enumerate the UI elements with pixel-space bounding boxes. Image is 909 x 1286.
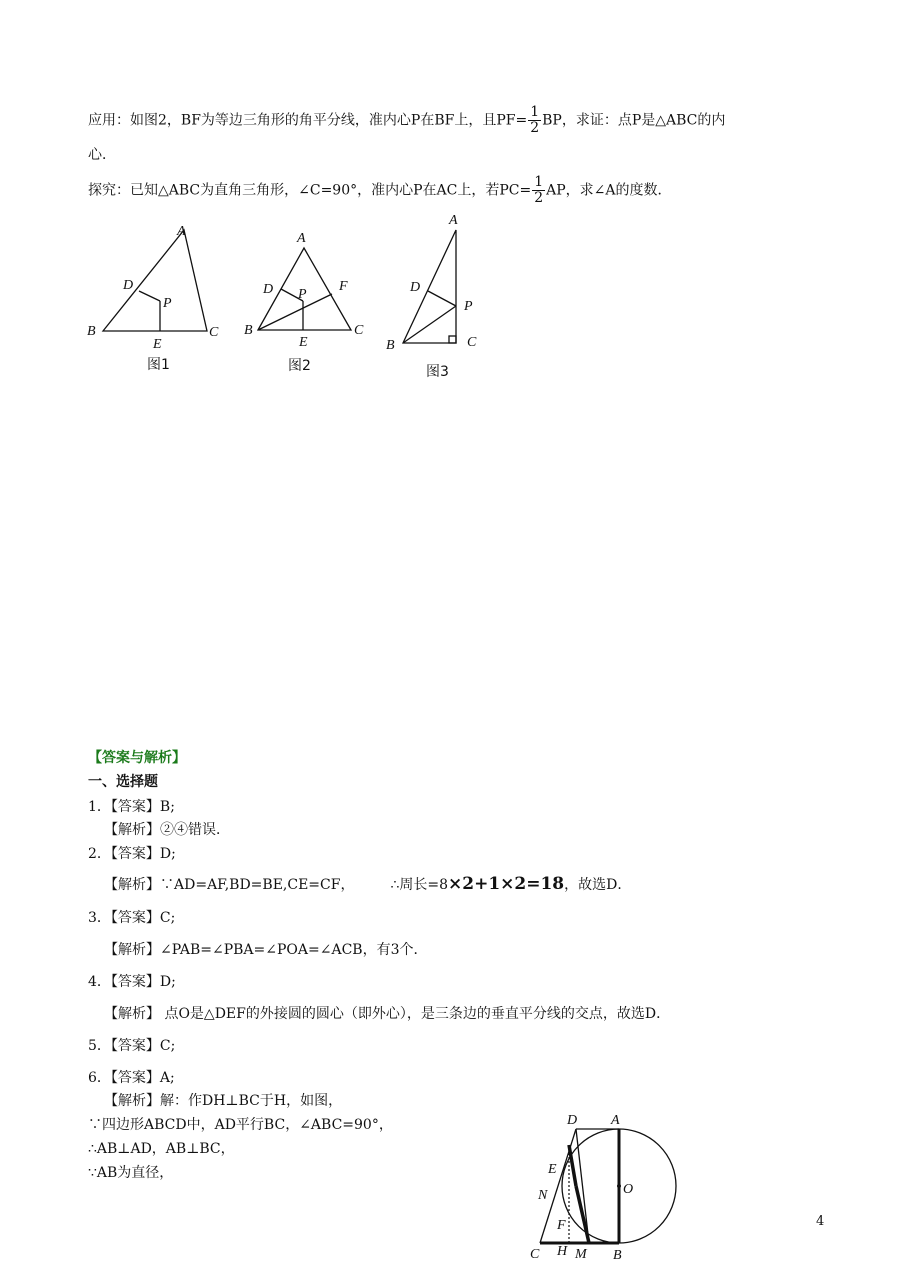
- fig6-label-b: B: [613, 1248, 622, 1263]
- fig1-label-d: D: [123, 278, 134, 293]
- fig2-label-e: E: [299, 335, 308, 350]
- center-point-o: [617, 1184, 621, 1188]
- fig1-label-p: P: [163, 296, 172, 311]
- fig1-label-c: C: [209, 325, 219, 340]
- figure-6: [520, 1102, 690, 1272]
- page-number: 4: [816, 1214, 825, 1229]
- fig6-label-e: E: [548, 1162, 557, 1177]
- answers-header: 【答案与解析】: [88, 750, 186, 766]
- fig1-caption: 图1: [147, 357, 170, 373]
- fig1-label-a: A: [177, 224, 186, 239]
- analysis-item-6-line-1: 【解析】解：作DH⊥BC于H，如图，: [104, 1093, 343, 1109]
- section-title: 一、选择题: [88, 774, 158, 790]
- exploration-suffix: AP，求∠A的度数．: [546, 182, 672, 199]
- fig2-label-d: D: [263, 282, 274, 297]
- answer-item-2: 2．【答案】D;: [88, 846, 176, 862]
- answer-item-6: 6．【答案】A;: [88, 1070, 175, 1086]
- application-prefix: 应用：如图2，BF为等边三角形的角平分线，准内心P在BF上，且PF=: [88, 112, 528, 129]
- fig2-caption: 图2: [288, 358, 311, 374]
- exploration-prefix: 探究：已知△ABC为直角三角形，∠C=90°，准内心P在AC上，若PC=: [88, 182, 532, 199]
- fig3-caption: 图3: [426, 364, 449, 380]
- figure-3: [380, 208, 490, 383]
- analysis-item-3: 【解析】∠PAB=∠PBA=∠POA=∠ACB，有3个．: [104, 942, 428, 958]
- analysis-item-6-line-2: ∵四边形ABCD中，AD平行BC，∠ABC=90°，: [88, 1117, 393, 1133]
- fig3-label-a: A: [449, 213, 458, 228]
- application-line: [88, 105, 725, 136]
- analysis-item-6-line-4: ∵AB为直径，: [88, 1165, 174, 1181]
- fig2-label-b: B: [244, 323, 253, 338]
- fig6-label-n: N: [538, 1188, 548, 1203]
- fig6-label-o: O: [623, 1182, 634, 1197]
- fig6-label-f: F: [557, 1218, 566, 1233]
- analysis-item-1: 【解析】②④错误．: [104, 822, 230, 838]
- fig3-label-c: C: [467, 335, 477, 350]
- fig6-label-a: A: [611, 1113, 620, 1128]
- answer-item-3: 3．【答案】C;: [88, 910, 176, 926]
- fig6-label-c: C: [530, 1247, 540, 1262]
- fig6-label-h: H: [557, 1244, 568, 1259]
- analysis-item-6-line-3: ∴AB⊥AD，AB⊥BC，: [88, 1141, 235, 1157]
- answer-item-1: 1．【答案】B;: [88, 799, 175, 815]
- fig1-label-b: B: [87, 324, 96, 339]
- fig3-label-b: B: [386, 338, 395, 353]
- answer-item-4: 4．【答案】D;: [88, 974, 176, 990]
- exploration-line: [88, 175, 672, 206]
- fig1-label-e: E: [153, 337, 162, 352]
- figure-1: [80, 215, 240, 385]
- fig2-label-a: A: [297, 231, 306, 246]
- fig3-label-d: D: [410, 280, 421, 295]
- fig6-label-d: D: [567, 1113, 578, 1128]
- figure-2: [240, 222, 380, 382]
- answer-item-5: 5．【答案】C;: [88, 1038, 176, 1054]
- application-suffix: BP，求证：点P是△ABC的内: [542, 112, 726, 129]
- fig2-label-c: C: [354, 323, 364, 338]
- fig6-label-m: M: [575, 1247, 587, 1262]
- application-line-2: 心．: [88, 147, 116, 163]
- fig2-label-p: P: [298, 287, 307, 302]
- exploration-fraction: $\frac{1}{2}$: [534, 174, 544, 206]
- fig2-label-f: F: [339, 279, 348, 294]
- analysis-item-2: 【解析】∵AD=AF,BD=BE,CE=CF， ∴周长=8×2+1×2=18，故选D．: [104, 874, 632, 894]
- fig3-label-p: P: [464, 299, 473, 314]
- analysis-item-4: 【解析】 点O是△DEF的外接圆的圆心（即外心），是三条边的垂直平分线的交点，故选D．: [104, 1006, 671, 1022]
- application-fraction: $\frac{1}{2}$: [530, 104, 540, 136]
